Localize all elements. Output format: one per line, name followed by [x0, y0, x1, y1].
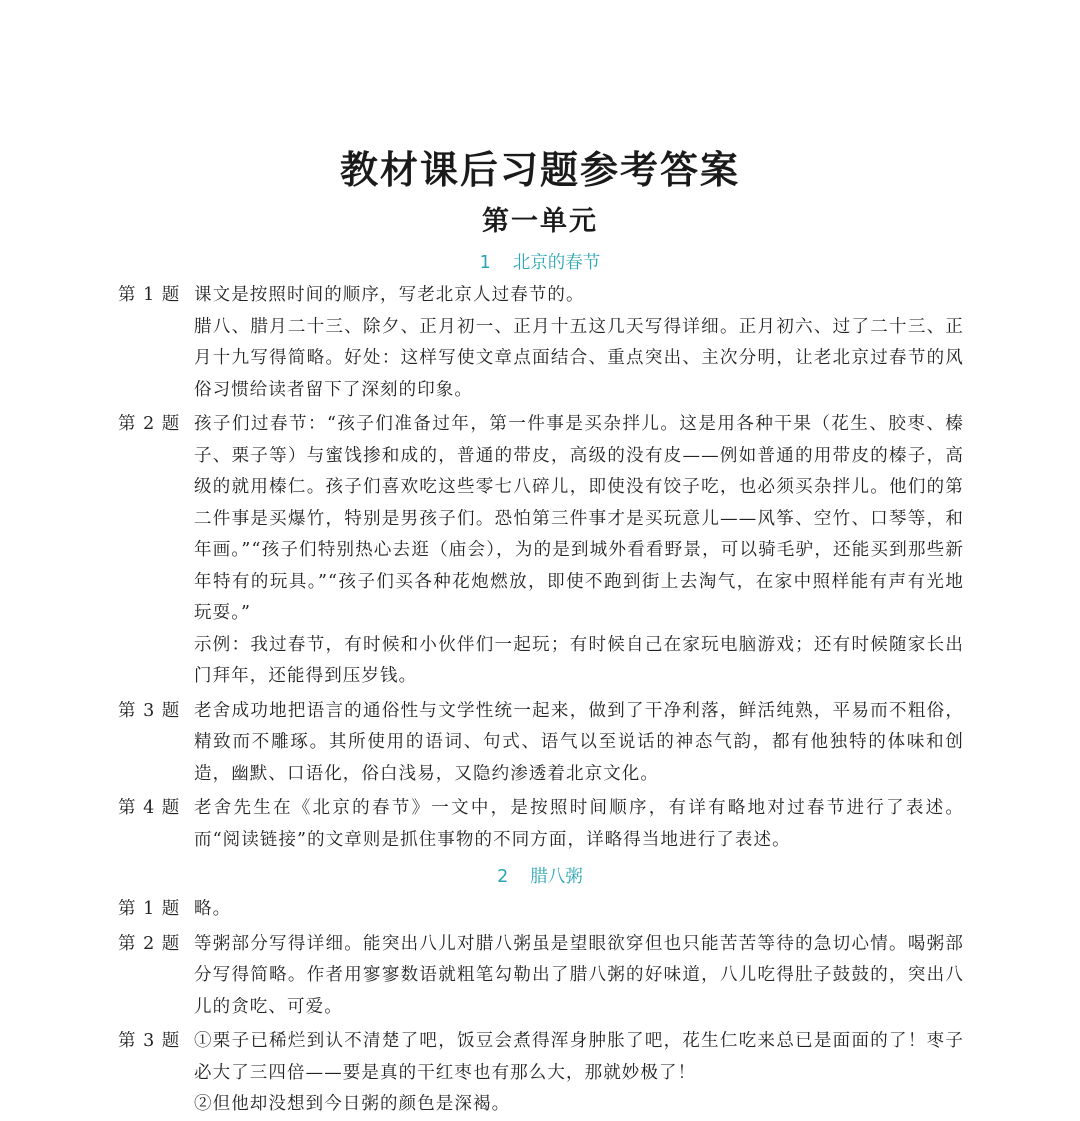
lesson-title: [0, 860, 1080, 894]
answer-paragraph: 孩子们过春节：“孩子们准备过年，第一件事是买杂拌儿。这是用各种干果（花生、胶枣、榛子、栗子等）与蜜饯掺和成的，普通的带皮，高级的没有皮——例如普通的用带皮的榛子，高级的就用榛仁。孩子们喜欢吃这些零七八碎儿，即使没有饺子吃，也必须买杂拌儿。他们的第二件事是买爆竹，特别是男孩子们。恐怕第三件事才是买玩意儿——风筝、空竹、口琴等，和年画。”“孩子们特别热心去逛（庙会），为的是到城外看看野景，可以骑毛驴，还能买到那些新年特有的玩具。”“孩子们买各种花炮燃放，即使不跑到街上去淘气，在家中照样能有声有光地玩耍。”: [194, 414, 964, 623]
unit-title: 第一单元: [482, 206, 598, 237]
question-label: 第 2 题: [118, 933, 181, 954]
question: [0, 894, 1080, 926]
answer-paragraph: 老舍先生在《北京的春节》一文中，是按照时间顺序，有详有略地对过春节进行了表述。而“阅读链接”的文章则是抓住事物的不同方面，详略得当地进行了表述。: [194, 798, 964, 850]
answer-paragraph: 课文是按照时间的顺序，写老北京人过春节的。: [194, 285, 585, 305]
question: [0, 696, 1080, 791]
question: [0, 409, 1080, 693]
answer-paragraph: ①栗子已稀烂到认不清楚了吧，饭豆会煮得浑身肿胀了吧，花生仁吃来总已是面面的了！枣子必大了三四倍——要是真的干红枣也有那么大，那就妙极了！: [194, 1031, 964, 1083]
lesson-number: 1: [479, 253, 491, 273]
question-label: 第 1 题: [118, 899, 181, 919]
lesson-2: [0, 860, 1080, 1121]
question-label: 第 2 题: [118, 414, 181, 434]
page-title: 教材课后习题参考答案: [339, 147, 740, 192]
answer-paragraph: 等粥部分写得详细。能突出八儿对腊八粥虽是望眼欲穿但也只能苦苦等待的急切心情。喝粥部分写得简略。作者用寥寥数语就粗笔勾勒出了腊八粥的好味道，八儿吃得肚子鼓鼓的，突出八儿的贪吃、可爱。: [194, 933, 964, 1017]
answer-paragraph: 示例：我过春节，有时候和小伙伴们一起玩；有时候自己在家玩电脑游戏；还有时候随家长出门拜年，还能得到压岁钱。: [194, 634, 964, 686]
question: [0, 280, 1080, 406]
answer-paragraph: ②但他却没想到今日粥的颜色是深褐。: [194, 1094, 511, 1114]
question-label: 第 3 题: [118, 1031, 181, 1051]
lesson-number: 2: [497, 867, 509, 887]
question: [0, 1026, 1080, 1121]
question-label: 第 3 题: [118, 700, 181, 721]
question-label: 第 1 题: [118, 285, 181, 305]
question-label: 第 4 题: [118, 798, 181, 818]
lesson-title: [0, 246, 1080, 280]
question: [0, 793, 1080, 856]
question: [0, 929, 1080, 1024]
answer-paragraph: 略。: [194, 899, 232, 919]
lesson-1: [0, 246, 1080, 856]
answer-paragraph: 老舍成功地把语言的通俗性与文学性统一起来，做到了干净利落，鲜活纯熟，平易而不粗俗，精致而不雕琢。其所使用的语词、句式、语气以至说话的神态气韵，都有他独特的体味和创造，幽默、口语化，俗白浅易，又隐约渗透着北京文化。: [194, 700, 964, 784]
answer-paragraph: 腊八、腊月二十三、除夕、正月初一、正月十五这几天写得详细。正月初六、过了二十三、正月十九写得简略。好处：这样写使文章点面结合、重点突出、主次分明，让老北京过春节的风俗习惯给读者留下了深刻的印象。: [194, 316, 964, 400]
lesson-name: 北京的春节: [512, 253, 601, 273]
lesson-name: 腊八粥: [530, 867, 583, 887]
